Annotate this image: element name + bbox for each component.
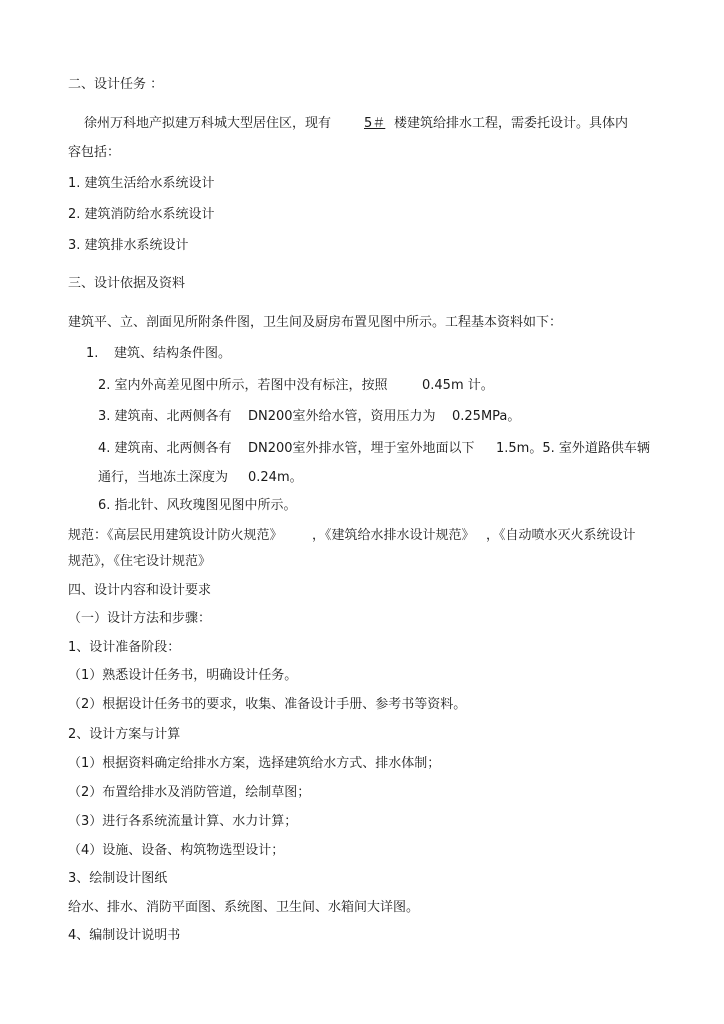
basis-item-3b: DN200室外给水管，资用压力为 bbox=[248, 409, 436, 424]
step-1-1: （1）熟悉设计任务书，明确设计任务。 bbox=[68, 668, 298, 683]
task-item-2: 2. 建筑消防给水系统设计 bbox=[68, 207, 215, 222]
basis-item-4b: DN200室外排水管，埋于室外地面以下 bbox=[248, 441, 475, 456]
basis-item-4c: 1.5m。5. 室外道路供车辆 bbox=[496, 441, 650, 456]
step-2: 2、设计方案与计算 bbox=[68, 727, 181, 742]
step-2-4: （4）设施、设备、构筑物选型设计； bbox=[68, 843, 285, 858]
intro-text-b: 楼建筑给排水工程，需委托设计。具体内 bbox=[394, 116, 629, 131]
section-heading-4: 四、设计内容和设计要求 bbox=[68, 583, 212, 598]
methods-heading: （一）设计方法和步骤： bbox=[68, 611, 212, 626]
step-3: 3、绘制设计图纸 bbox=[68, 871, 168, 886]
basis-item-4e: 0.24m。 bbox=[248, 470, 303, 485]
basis-item-1-text: 建筑、结构条件图。 bbox=[114, 346, 232, 361]
task-item-3: 3. 建筑排水系统设计 bbox=[68, 238, 189, 253]
basis-item-6: 6. 指北针、风玫瑰图见图中所示。 bbox=[98, 498, 297, 513]
step-1-2: （2）根据设计任务书的要求，收集、准备设计手册、参考书等资料。 bbox=[68, 697, 467, 712]
step-3-text: 给水、排水、消防平面图、系统图、卫生间、水箱间大详图。 bbox=[68, 900, 420, 915]
norms-a: 规范：《高层民用建筑设计防火规范》 bbox=[68, 528, 283, 543]
step-2-1: （1）根据资料确定给排水方案，选择建筑给水方式、排水体制； bbox=[68, 756, 441, 771]
norms-c: ，《自动喷水灭火系统设计 bbox=[486, 528, 636, 543]
basis-item-2a: 2. 室内外高差见图中所示，若图中没有标注，按照 bbox=[98, 378, 388, 393]
basis-item-3c: 0.25MPa。 bbox=[452, 409, 521, 424]
step-4: 4、编制设计说明书 bbox=[68, 928, 181, 943]
intro-text-c: 容包括： bbox=[68, 145, 121, 160]
section-heading-3: 三、设计依据及资料 bbox=[68, 276, 186, 291]
basis-item-4d: 通行，当地冻土深度为 bbox=[98, 470, 229, 485]
norms-d: 规范》，《住宅设计规范》 bbox=[68, 554, 212, 569]
basis-intro: 建筑平、立、剖面见所附条件图，卫生间及厨房布置见图中所示。工程基本资料如下： bbox=[68, 315, 563, 330]
step-2-2: （2）布置给排水及消防管道，绘制草图； bbox=[68, 785, 311, 800]
basis-item-2b: 0.45m 计。 bbox=[422, 378, 494, 393]
step-1: 1、设计准备阶段： bbox=[68, 640, 181, 655]
intro-text-a: 徐州万科地产拟建万科城大型居住区，现有 bbox=[84, 116, 332, 131]
basis-item-3a: 3. 建筑南、北两侧各有 bbox=[98, 409, 232, 424]
step-2-3: （3）进行各系统流量计算、水力计算； bbox=[68, 814, 298, 829]
section-heading-2: 二、设计任务 ： bbox=[68, 77, 164, 92]
basis-item-4a: 4. 建筑南、北两侧各有 bbox=[98, 441, 232, 456]
building-number: 5＃ bbox=[364, 116, 386, 131]
task-item-1: 1. 建筑生活给水系统设计 bbox=[68, 176, 215, 191]
norms-b: ，《建筑给水排水设计规范》 bbox=[312, 528, 475, 543]
basis-item-1-number: 1. bbox=[86, 346, 99, 361]
